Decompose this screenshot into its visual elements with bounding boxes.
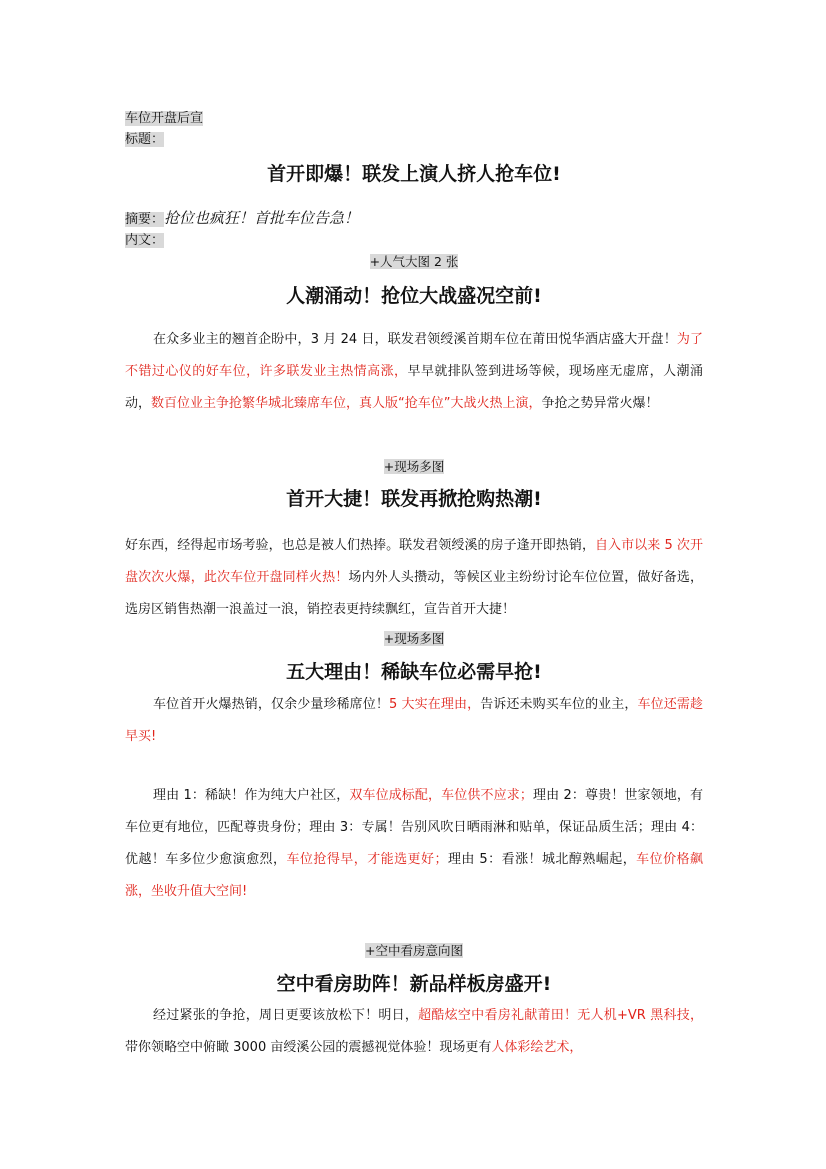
image-note: +人气大图 2 张 — [369, 254, 459, 269]
header-label-row — [125, 109, 703, 129]
section-paragraph: 经过紧张的争抢，周日更要该放松下！明日，超酷炫空中看房礼献莆田！无人机+VR 黑科技，带你领略空中俯瞰 3000 亩绶溪公园的震撼视觉体验！现场更有人体彩绘艺术， — [125, 1008, 703, 1055]
image-note: +空中看房意向图 — [365, 943, 463, 958]
abstract-row — [125, 208, 703, 230]
abstract-label: 摘要： — [125, 212, 165, 227]
image-note: +现场多图 — [383, 631, 445, 646]
image-note: +现场多图 — [383, 459, 445, 474]
body-label: 内文： — [125, 233, 165, 248]
title-label: 标题： — [125, 132, 165, 147]
body-label-row — [125, 231, 703, 251]
section-heading: 空中看房助阵！新品样板房盛开! — [276, 973, 552, 995]
main-title: 首开即爆！联发上演人挤人抢车位! — [267, 163, 561, 185]
section-paragraph: 好东西，经得起市场考验，也总是被人们热捧。联发君领绶溪的房子逢开即热销，自入市以来 5 次开盘次次火爆，此次车位开盘同样火热！场内外人头攒动，等候区业主纷纷讨论车位位置，做好备选，选房区销售热潮一浪盖过一浪，销控表更持续飘红，宣告首开大捷！ — [125, 538, 703, 617]
section-paragraph: 车位首开火爆热销，仅余少量珍稀席位！5 大实在理由，告诉还未购买车位的业主，车位还需趁早买! — [125, 697, 703, 744]
section-paragraph: 在众多业主的翘首企盼中，3 月 24 日，联发君领绶溪首期车位在莆田悦华酒店盛大开盘！为了不错过心仪的好车位，许多联发业主热情高涨，早早就排队签到进场等候，现场座无虚席，人潮涌动，数百位业主争抢繁华城北臻席车位，真人版“抢车位”大战火热上演，争抢之势异常火爆！ — [125, 332, 703, 411]
abstract-text: 抢位也疯狂！首批车位告急！ — [164, 209, 360, 227]
section-heading: 五大理由！稀缺车位必需早抢! — [286, 661, 542, 683]
section-heading: 人潮涌动！抢位大战盛况空前! — [286, 285, 542, 307]
reasons-paragraph: 理由 1：稀缺！作为纯大户社区，双车位成标配，车位供不应求；理由 2：尊贵！世家领地，有车位更有地位，匹配尊贵身份；理由 3：专属！告别风吹日晒雨淋和贴单，保证品质生活；理由 4：优越！车多位少愈演愈烈，车位抢得早，才能选更好；理由 5：看涨！城北醇熟崛起，车位价格飙涨，坐收升值大空间! — [125, 788, 703, 899]
section-heading: 首开大捷！联发再掀抢购热潮! — [286, 488, 542, 510]
title-label-row — [125, 130, 703, 150]
header-label: 车位开盘后宣 — [125, 111, 204, 126]
